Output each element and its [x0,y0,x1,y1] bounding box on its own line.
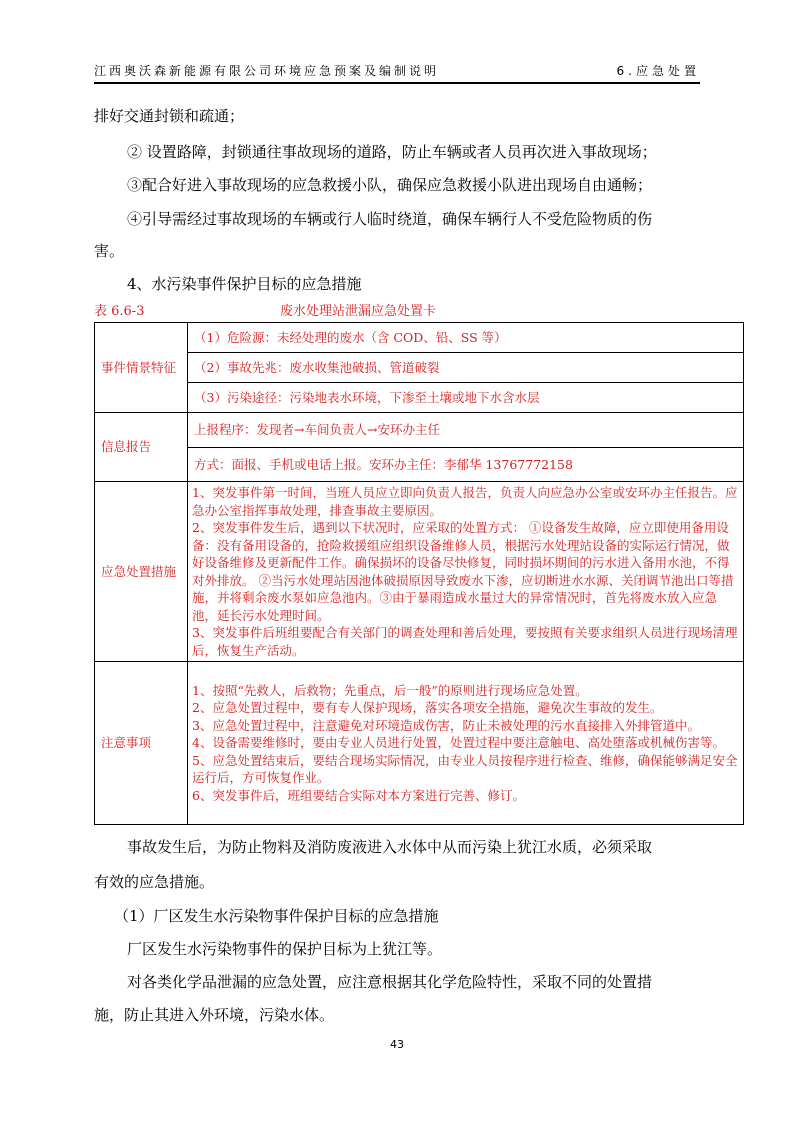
header-section-title: 6.应急处置 [616,64,700,78]
measure-item: 3、突发事件后班组要配合有关部门的调查处理和善后处理，要按照有关要求组织人员进行现场清理后，恢复生产活动。 [192,625,738,658]
event-pathway-cell: （3）污染途径：污染地表水环境，下渗至土壤或地下水含水层 [188,383,744,413]
table-row [95,323,744,353]
row-label-event: 事件情景特征 [95,323,188,413]
report-procedure-cell: 上报程序：发现者→车间负责人→安环办主任 [188,413,744,448]
table-row [95,383,744,413]
row-label-measures: 应急处置措施 [95,482,188,662]
subheading-plant-water-pollution: （1）厂区发生水污染物事件保护目标的应急措施 [114,907,439,925]
paragraph-roadblock: ② 设置路障，封锁通往事故现场的道路，防止车辆或者人员再次进入事故现场； [127,143,657,161]
paragraph-detour-end: 害。 [94,242,125,260]
paragraph-after-accident: 事故发生后，为防止物料及消防废液进入水体中从而污染上犹江水质，必须采取 [127,838,653,856]
table-row [95,482,744,662]
table-caption [94,304,706,320]
table-number: 表 6.6-3 [94,304,145,319]
table-row [95,413,744,448]
note-item: 6、突发事件后，班组要结合实际对本方案进行完善、修订。 [192,787,525,803]
table-title: 废水处理站泄漏应急处置卡 [280,304,437,319]
table-row [95,448,744,482]
event-precursor-cell: （2）事故先兆：废水收集池破损、管道破裂 [188,353,744,383]
note-item: 5、应急处置结束后，要结合现场实际情况，由专业人员按程序进行检查、维修，确保能够满足安全运行后，方可恢复作业。 [192,752,738,786]
measure-item: 2、突发事件发生后，遇到以下状况时，应采取的处置方式： ①设备发生故障，应立即使用备用设备：没有备用设备的，抢险救援组应组织设备维修人员，根据污水处理站设备的实际运行情况，做好设备维修及更新配件工作。确保损坏的设备尽快修复，同时损坏期间的污水进入备用水池，不得对外排放。 ②当污水处理站因池体破损原因导致废水下渗，应切断进水水源、关闭调节池出口等措施，并将剩余废水泵如应急池内。③由于暴雨造成水量过大的异常情况时，首先将废水放入应急池，延长污水处理时间。 [192,520,734,623]
page-number: 43 [390,1038,404,1051]
section-heading-water-pollution: 4、水污染事件保护目标的应急措施 [127,275,362,293]
notes-cell [188,662,744,825]
note-item: 1、按照“先救人，后救物；先重点，后一般”的原则进行现场应急处置。 [192,682,588,698]
paragraph-protection-target: 厂区发生水污染物事件的保护目标为上犹江等。 [127,940,443,958]
measure-item: 1、突发事件第一时间，当班人员应立即向负责人报告，负责人向应急办公室或安环办主任报告。应急办公室指挥事故处理，排查事故主要原因。 [192,485,738,518]
report-method-cell: 方式：面报、手机或电话上报。安环办主任：李郁华 13767772158 [188,448,744,482]
paragraph-traffic-control: 排好交通封锁和疏通； [94,107,245,125]
paragraph-rescue-team: ③配合好进入事故现场的应急救援小队，确保应急救援小队进出现场自由通畅； [127,176,653,194]
header-document-title: 江西奥沃森新能源有限公司环境应急预案及编制说明 [94,64,440,78]
note-item: 3、应急处置过程中，注意避免对环境造成伤害，防止未被处理的污水直接排入外排管道中。 [192,717,700,733]
row-label-report: 信息报告 [95,413,188,482]
paragraph-detour: ④引导需经过事故现场的车辆或行人临时绕道，确保车辆行人不受危险物质的伤 [127,210,653,228]
paragraph-after-accident-end: 有效的应急措施。 [94,873,215,891]
paragraph-chemical-leak: 对各类化学品泄漏的应急处置，应注意根据其化学危险特性，采取不同的处置措 [127,973,653,991]
note-item: 4、设备需要维修时，要由专业人员进行处置，处置过程中要注意触电、高处堕落或机械伤害等。 [192,735,725,751]
row-label-notes: 注意事项 [95,662,188,825]
measures-cell [188,482,744,662]
page-header [94,60,700,84]
event-hazard-cell: （1）危险源：未经处理的废水（含 COD、铅、SS 等） [188,323,744,353]
table-row [95,662,744,825]
emergency-card-table [94,322,744,825]
table-row [95,353,744,383]
note-item: 2、应急处置过程中，要有专人保护现场，落实各项安全措施，避免次生事故的发生。 [192,700,663,716]
paragraph-chemical-leak-end: 施，防止其进入外环境，污染水体。 [94,1006,335,1024]
